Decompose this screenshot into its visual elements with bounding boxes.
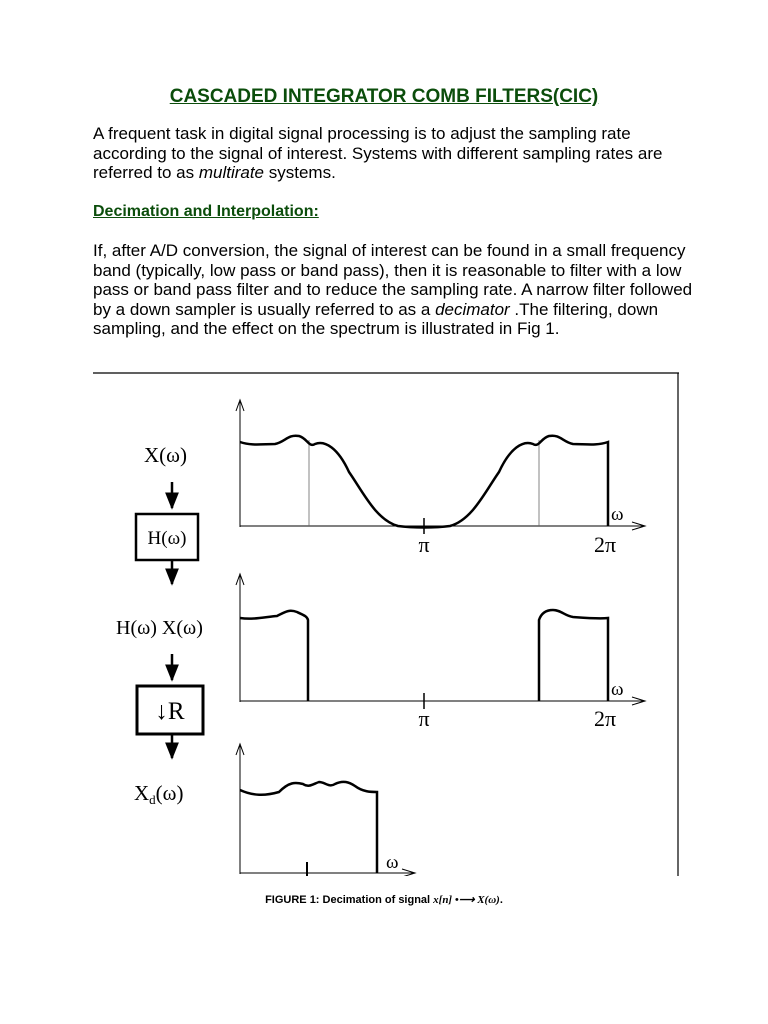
caption-math: x[n] •⟶ X(ω)	[433, 894, 500, 906]
intro-emphasis: multirate	[198, 163, 265, 182]
label-h-omega: H(ω)	[147, 528, 187, 549]
plot2-label-pi: π	[418, 706, 430, 731]
label-xd-sub: d	[149, 792, 156, 807]
label-downsample: ↓R	[155, 698, 185, 725]
plot3-label-omega: ω	[386, 852, 399, 873]
body-text-end: .The filtering, down sampling, and the effect on the spectrum is illustrated in Fig 1.	[93, 299, 659, 338]
section-heading: Decimation and Interpolation:	[93, 203, 319, 220]
plot2-passband-right	[539, 610, 608, 701]
intro-text-end: systems.	[264, 163, 336, 182]
label-hx-omega: H(ω) X(ω)	[116, 617, 203, 639]
page-title: CASCADED INTEGRATOR COMB FILTERS(CIC)	[169, 86, 599, 107]
plot3-spectrum	[240, 782, 377, 873]
plot1-label-pi: π	[418, 532, 430, 557]
caption-text: FIGURE 1: Decimation of signal	[265, 894, 434, 906]
caption-end: .	[499, 894, 503, 906]
plot2-label-omega: ω	[611, 679, 624, 700]
label-x-omega: X(ω)	[144, 443, 187, 467]
label-xd-arg: (ω)	[155, 781, 184, 805]
intro-paragraph	[93, 124, 693, 183]
body-paragraph	[93, 241, 693, 339]
label-xd-main: X	[134, 781, 150, 805]
plot1-label-omega: ω	[611, 504, 624, 525]
plot2-label-2pi: 2π	[593, 706, 617, 731]
plot1-spectrum	[240, 436, 608, 528]
intro-text: A frequent task in digital signal processing is to adjust the sampling rate according to the signal of interest. Systems with different sampling rates are referred to as	[93, 124, 663, 182]
plot1-label-2pi: 2π	[593, 532, 617, 557]
body-emphasis: decimator	[435, 299, 510, 319]
plot2-passband-left	[240, 611, 308, 701]
figure-caption	[0, 893, 768, 906]
body-text: If, after A/D conversion, the signal of interest can be found in a small frequency band (typically, low pass or band pass), then it is reasonable to filter with a low pass or band pass filter and to reduce the sampling rate. A narrow filter followed by a down sampler is usually referred to as a	[93, 241, 693, 319]
decimation-figure	[93, 372, 679, 876]
label-xd-omega	[134, 781, 183, 807]
